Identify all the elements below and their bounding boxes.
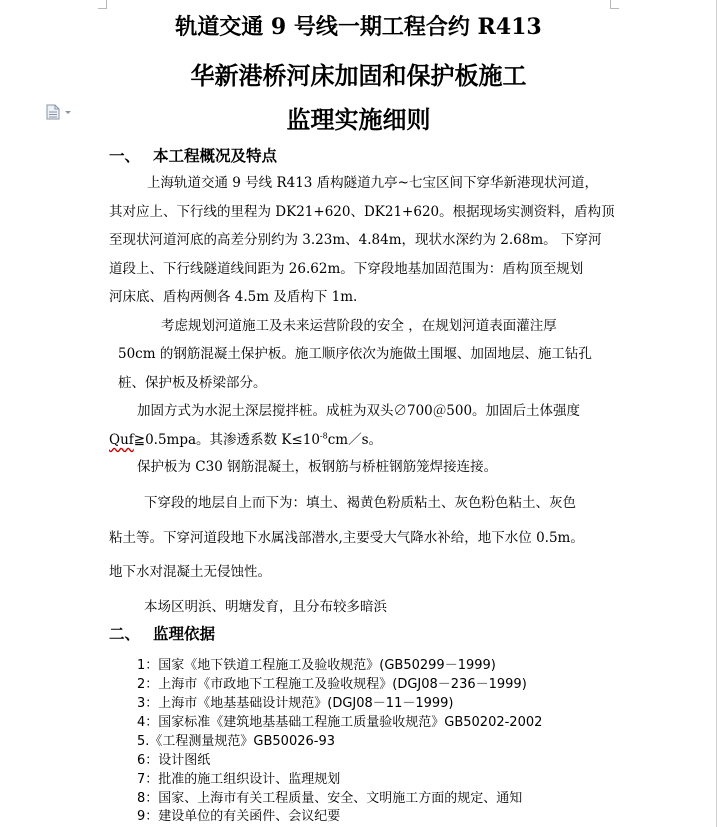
crop-mark-left [98,0,107,9]
reference-item: 4：国家标准《建筑地基基础工程施工质量验收规范》GB50202-2002 [137,715,543,730]
k-unit: cm／s。 [327,432,382,448]
paragraph-line: 本场区明浜、明塘发育，且分布较多暗浜 [144,599,387,615]
paragraph-line: 桩、保护板及桥梁部分。 [118,375,267,391]
paragraph-line: 其对应上、下行线的里程为 DK21+620、DK21+620。根据现场实测资料，盾构顶 [109,204,615,220]
reference-item: 6：设计图纸 [137,753,211,768]
reference-item: 3：上海市《地基基础设计规范》(DGJ08－11－1999) [137,696,454,711]
section2-heading [109,622,215,644]
paragraph-line-strength [109,428,382,448]
paragraph-line: 道段上、下行线隧道线间距为 26.62m。下穿段地基加固范围为：盾构顶至规划 [109,261,584,277]
crop-mark-right [610,0,619,9]
reference-item: 9：建设单位的有关函件、会议纪要 [137,809,341,824]
paragraph-line: 粘土等。下穿河道段地下水属浅部潜水,主要受大气降水补给，地下水位 0.5m。 [109,530,584,546]
paragraph-line: 50cm 的钢筋混凝土保护板。施工顺序依次为施做土围堰、加固地层、施工钻孔 [118,346,592,362]
paragraph-line: 加固方式为水泥土深层搅拌桩。成桩为双头∅700＠500。加固后土体强度 [137,403,581,419]
k-exponent: -8 [319,431,328,441]
paragraph-line: 至现状河道河底的高差分别约为 3.23m、4.84m，现状水深约为 2.68m。 下穿河 [109,232,602,248]
reference-item: 2：上海市《市政地下工程施工及验收规程》(DGJ08－236－1999) [137,677,527,692]
paragraph-line: 下穿段的地层自上而下为：填土、褐黄色粉质粘土、灰色粉色粘土、灰色 [144,495,576,511]
doc-title-line2: 华新港桥河床加固和保护板施工 [190,61,527,90]
strength-text: ≧0.5mpa。其渗透系数 K≤10 [133,432,320,448]
quf-label: Quf [109,432,134,448]
paragraph-line: 地下水对混凝土无侵蚀性。 [109,564,271,580]
paragraph-line: 考虑规划河道施工及未来运营阶段的安全 ，在规划河道表面灌注厚 [161,318,557,334]
section1-title: 本工程概况及特点 [153,146,278,165]
doc-title-line1: 轨道交通 9 号线一期工程合约 R413 [175,14,542,40]
doc-title-line3: 监理实施细则 [286,105,431,134]
reference-item: 1：国家《地下铁道工程施工及验收规范》(GB50299－1999) [137,658,496,673]
paragraph-line: 上海轨道交通 9 号线 R413 盾构隧道九亭~七宝区间下穿华新港现状河道， [147,175,598,191]
section2-number: 二、 [109,624,141,643]
section2-title: 监理依据 [153,624,216,643]
paragraph-line: 河床底、盾构两侧各 4.5m 及盾构下 1m. [109,289,358,305]
reference-item: 8：国家、上海市有关工程质量、安全、文明施工方面的规定、通知 [137,791,523,806]
reference-item: 5.《工程测量规范》GB50026-93 [137,734,335,749]
reference-item: 7：批准的施工组织设计、监理规划 [137,772,341,787]
section1-heading [109,144,277,166]
paragraph-line: 保护板为 C30 钢筋混凝土，板钢筋与桥桩钢筋笼焊接连接。 [137,459,498,475]
section1-number: 一、 [109,146,141,165]
